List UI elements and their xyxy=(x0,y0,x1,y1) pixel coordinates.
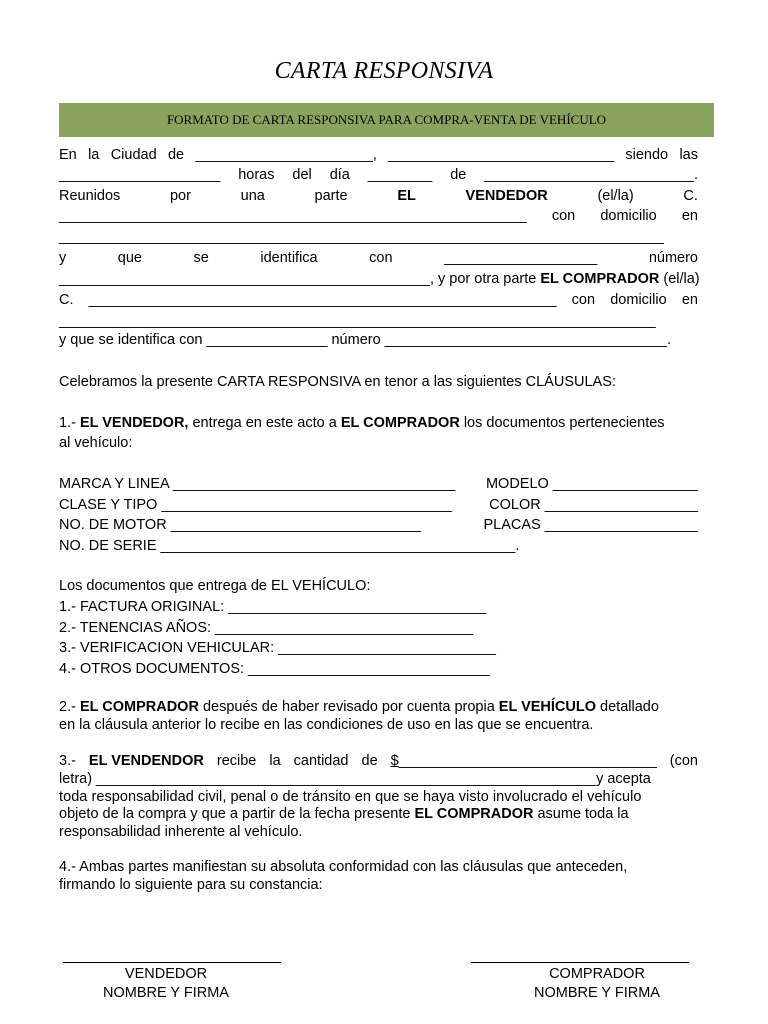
word: de xyxy=(450,167,467,183)
color-field: COLOR ___________________ xyxy=(489,497,698,513)
bold-word: EL COMPRADOR xyxy=(340,415,460,431)
intro-line-10: y que se identifica con _______________ número ___________________________________. xyxy=(59,332,671,348)
word: domicilio xyxy=(610,292,667,308)
word: y xyxy=(59,250,67,266)
clause-3-line-4 xyxy=(59,806,698,824)
intro-line-9: __________________________________________________________________________ xyxy=(59,313,656,329)
word: (con xyxy=(669,753,698,769)
text: objeto de la compra y que a partir de la fecha presente xyxy=(59,806,415,822)
document-item: 1.- FACTURA ORIGINAL: ________________________________ xyxy=(59,599,487,615)
amount-field xyxy=(391,753,657,771)
text: (el/la) xyxy=(659,271,700,287)
clause-3-line-1 xyxy=(59,753,698,771)
clase-field: CLASE Y TIPO ____________________________________ xyxy=(59,497,452,513)
word: las xyxy=(679,147,698,163)
intro-line-1 xyxy=(59,147,698,165)
text: detallado xyxy=(596,699,659,715)
word: en xyxy=(681,292,698,308)
seller-label: VENDEDOR xyxy=(124,966,208,982)
intro-line-8 xyxy=(59,292,698,310)
word: se xyxy=(193,250,209,266)
text: los documentos pertenecientes xyxy=(459,415,665,431)
clause-2-line-2: en la cláusula anterior lo recibe en las condiciones de uso en las que se encuentra. xyxy=(59,717,594,733)
word: de xyxy=(361,753,378,769)
seller-name-sign-label: NOMBRE Y FIRMA xyxy=(103,985,229,1001)
word: recibe xyxy=(216,753,257,769)
seller-signature-block xyxy=(36,965,296,1003)
day-blank: ________ xyxy=(367,167,433,183)
bold-word: EL COMPRADOR xyxy=(414,806,534,822)
buyer-signature-block xyxy=(467,965,727,1003)
intro-line-3 xyxy=(59,188,698,206)
word: Ciudad xyxy=(110,147,157,163)
bold-word: EL COMPRADOR xyxy=(540,271,660,287)
intro-line-7 xyxy=(59,271,698,289)
bold-word: EL VENDEDOR, xyxy=(79,415,189,431)
city-blank: ______________________, xyxy=(195,147,377,163)
clause-4-line-1: 4.- Ambas partes manifiestan su absoluta conformidad con las cláusulas que anteceden, xyxy=(59,859,628,875)
celebramos-text: Celebramos la presente CARTA RESPONSIVA en tenor a las siguientes CLÁUSULAS: xyxy=(59,374,616,390)
form-banner xyxy=(59,103,714,137)
word: que xyxy=(117,250,142,266)
word: con xyxy=(551,208,576,224)
word: cantidad xyxy=(293,753,349,769)
document-item: 4.- OTROS DOCUMENTOS: ______________________________ xyxy=(59,661,490,677)
intro-line-5: ___________________________________________________________________________ xyxy=(59,229,664,245)
word: horas xyxy=(238,167,275,183)
date-blank: ____________________________ xyxy=(388,147,615,163)
bold-word: EL xyxy=(397,188,416,204)
word: C. xyxy=(59,292,74,308)
text: 1.- xyxy=(59,415,80,431)
vehicle-row-3 xyxy=(59,517,698,535)
word: identifica xyxy=(260,250,318,266)
document-item: 3.- VERIFICACION VEHICULAR: ___________________________ xyxy=(59,640,496,656)
buyer-name-blank: __________________________________________________________ xyxy=(88,292,557,308)
clause-1-line-2: al vehículo: xyxy=(59,435,133,451)
word: del xyxy=(292,167,312,183)
word: día xyxy=(329,167,350,183)
clause-3-line-2 xyxy=(59,771,698,789)
clause-2-line-1 xyxy=(59,699,698,717)
document-item: 2.- TENENCIAS AÑOS: ________________________________ xyxy=(59,620,474,636)
seller-name-blank: __________________________________________________________ xyxy=(59,208,527,224)
dollar-sign: $ xyxy=(390,753,399,769)
word: 3.- xyxy=(59,753,76,769)
word: (el/la) xyxy=(597,188,634,204)
serie-field: NO. DE SERIE ____________________________________________. xyxy=(59,538,520,554)
text: letra) xyxy=(59,771,97,787)
word: en xyxy=(681,208,698,224)
text: 2.- xyxy=(59,699,80,715)
documents-header: Los documentos que entrega de EL VEHÍCULO: xyxy=(59,578,371,594)
bold-word: VENDEDOR xyxy=(465,188,548,204)
buyer-signature-line xyxy=(471,962,689,963)
word: parte xyxy=(314,188,348,204)
amount-blank: ________________________________ xyxy=(398,753,657,769)
bold-word: EL VEHÍCULO xyxy=(498,699,597,715)
clause-1-line-1 xyxy=(59,415,698,433)
word: por xyxy=(169,188,191,204)
modelo-field: MODELO __________________ xyxy=(485,476,698,492)
placas-field: PLACAS ___________________ xyxy=(483,517,698,533)
intro-line-4 xyxy=(59,208,698,226)
word: C. xyxy=(683,188,698,204)
word: Reunidos xyxy=(59,188,121,204)
word: número xyxy=(648,250,698,266)
page-title: CARTA RESPONSIVA xyxy=(274,58,494,84)
month-blank: __________________________. xyxy=(484,167,698,183)
clause-3-line-5: responsabilidad inherente al vehículo. xyxy=(59,824,303,840)
text: asume toda la xyxy=(533,806,629,822)
bold-word: EL VENDENDOR xyxy=(88,753,204,769)
intro-line-6 xyxy=(59,250,698,268)
word: con xyxy=(571,292,596,308)
amount-words-blank: ______________________________________________________________ xyxy=(96,771,597,787)
buyer-name-sign-label: NOMBRE Y FIRMA xyxy=(534,985,660,1001)
intro-line-2 xyxy=(59,167,698,185)
clause-3-line-3: toda responsabilidad civil, penal o de tránsito en que se haya visto involucrado el vehículo xyxy=(59,789,642,805)
seller-signature-line xyxy=(63,962,281,963)
banner-text: FORMATO DE CARTA RESPONSIVA PARA COMPRA-VENTA DE VEHÍCULO xyxy=(166,112,607,127)
word: En xyxy=(59,147,77,163)
word: la xyxy=(269,753,281,769)
word: de xyxy=(167,147,185,163)
buyer-label: COMPRADOR xyxy=(549,966,645,982)
bold-word: EL COMPRADOR xyxy=(79,699,199,715)
id-type-blank: ___________________ xyxy=(444,250,598,266)
vehicle-row-1 xyxy=(59,476,698,494)
vehicle-row-2 xyxy=(59,497,698,515)
text: y acepta xyxy=(596,771,651,787)
word: una xyxy=(240,188,265,204)
text: después de haber revisado por cuenta propia xyxy=(198,699,499,715)
word: la xyxy=(88,147,100,163)
text: entrega en este acto a xyxy=(188,415,341,431)
text: ______________________________________________, y por otra parte xyxy=(59,271,541,287)
word: domicilio xyxy=(600,208,657,224)
marca-field: MARCA Y LINEA ___________________________________ xyxy=(59,476,456,492)
clause-4-line-2: firmando lo siguiente para su constancia: xyxy=(59,877,323,893)
hours-blank: ____________________ xyxy=(59,167,221,183)
motor-field: NO. DE MOTOR _______________________________ xyxy=(59,517,421,533)
word: con xyxy=(369,250,393,266)
word: siendo xyxy=(625,147,669,163)
